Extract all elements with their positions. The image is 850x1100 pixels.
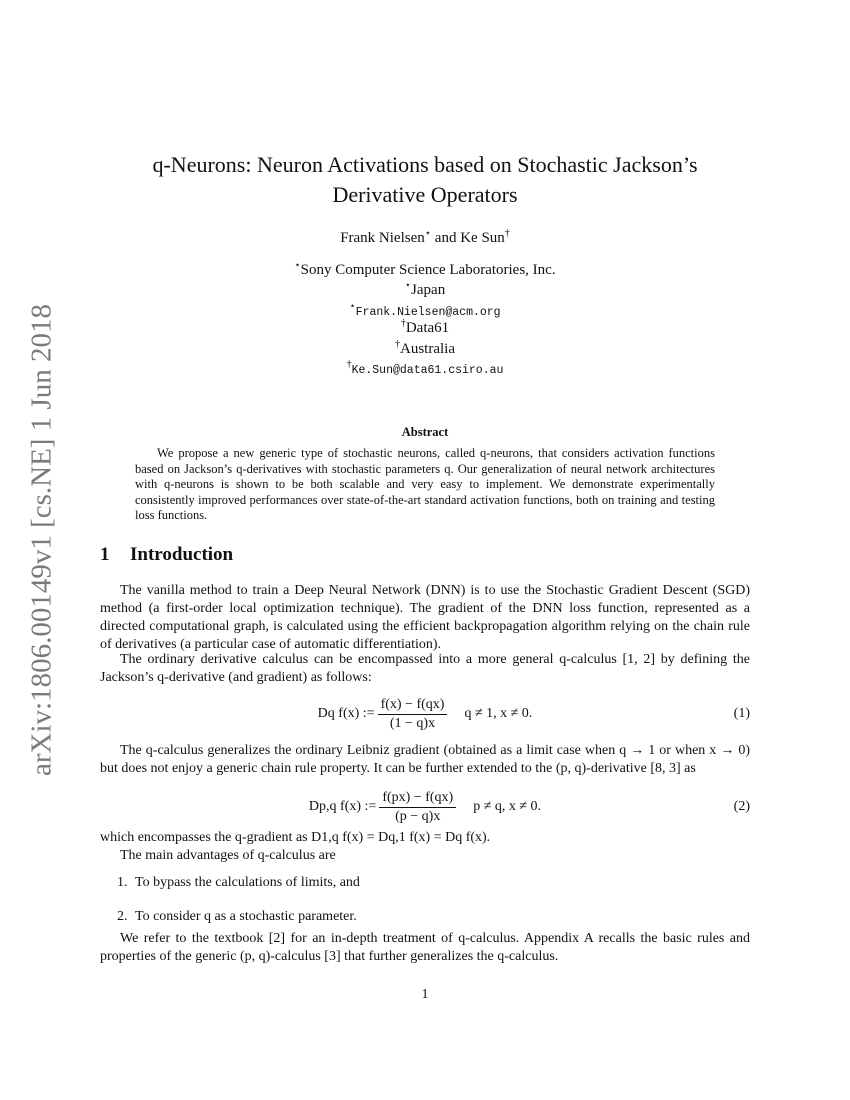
equation-number: (2) <box>733 799 750 814</box>
fraction-denominator: (1 − q)x <box>389 715 436 731</box>
affiliation-mark: ⋆ <box>404 280 412 291</box>
paragraph: The main advantages of q-calculus are <box>120 848 336 863</box>
equation-2 <box>100 785 750 829</box>
affiliation-mark: ⋆ <box>294 260 301 271</box>
paper-title <box>100 150 750 210</box>
paragraph: We refer to the textbook [2] for an in-depth treatment of q-calculus. Appendix A recalls the basic rules and properties of the generic (p, q)-calculus [3] that further generalizes the q-calculus. <box>100 931 750 964</box>
author-line <box>100 228 750 247</box>
affiliation-line <box>100 280 750 299</box>
equation-lhs: Dp,q f(x) := <box>308 799 377 814</box>
affiliation-text: Sony Computer Science Laboratories, Inc. <box>300 262 556 278</box>
author-name: Frank Nielsen <box>340 230 425 246</box>
email-link[interactable]: Ke.Sun@data61.csiro.au <box>351 364 504 377</box>
affiliation-mark: † <box>395 339 400 350</box>
abstract-heading: Abstract <box>401 425 449 439</box>
fraction-denominator: (p − q)x <box>395 808 441 824</box>
equation-number: (1) <box>733 706 750 721</box>
page-number: 1 <box>421 987 429 1002</box>
author-mark: † <box>504 228 510 239</box>
affiliation-line <box>100 339 750 358</box>
list-item <box>100 874 750 892</box>
affiliation-mark: ⋆ <box>349 301 356 312</box>
paragraph: The vanilla method to train a Deep Neural Network (DNN) is to use the Stochastic Gradient Descent (SGD) method (a first-order local optimization technique). The gradient of the DNN loss function, represented as a directed computational graph, is calculated using the efficient backpropagation algorithm relying on the chain rule of derivatives (a particular case of automatic differentiation). <box>100 583 750 652</box>
section-heading <box>100 544 233 566</box>
equation-fraction <box>379 790 456 825</box>
author-conjunction: and <box>431 230 461 246</box>
title-line-2: Derivative Operators <box>332 182 518 207</box>
fraction-numerator: f(x) − f(qx) <box>378 697 448 715</box>
paragraph: which encompasses the q-gradient as D1,q f(x) = Dq,1 f(x) = Dq f(x). <box>100 830 491 845</box>
list-item <box>100 908 750 926</box>
affiliation-text: Data61 <box>405 320 450 336</box>
author-name: Ke Sun <box>460 230 505 246</box>
equation-fraction <box>378 697 448 732</box>
affiliation-line <box>100 318 750 337</box>
arxiv-stamp: arXiv:1806.00149v1 [cs.NE] 1 Jun 2018 <box>25 303 58 777</box>
affiliation-text: Australia <box>400 341 455 357</box>
affiliation-mark: † <box>346 359 352 370</box>
section-number: 1 <box>100 544 110 565</box>
fraction-numerator: f(px) − f(qx) <box>379 790 456 808</box>
equation-lhs: Dq f(x) := <box>317 706 375 721</box>
equation-1 <box>100 692 750 736</box>
equation-condition: q ≠ 1, x ≠ 0. <box>464 706 533 721</box>
list-text: To consider q as a stochastic parameter. <box>135 909 357 924</box>
affiliation-line <box>100 359 750 378</box>
affiliation-mark: † <box>400 318 406 329</box>
author-mark: ⋆ <box>424 228 432 239</box>
list-text: To bypass the calculations of limits, and <box>135 875 360 890</box>
affiliation-line <box>100 260 750 279</box>
equation-condition: p ≠ q, x ≠ 0. <box>473 799 542 814</box>
advantages-list <box>100 874 750 926</box>
section-title: Introduction <box>130 544 234 565</box>
list-label: 2. <box>117 909 128 924</box>
title-line-1: q-Neurons: Neuron Activations based on Stochastic Jackson’s <box>152 152 698 177</box>
affiliation-text: Japan <box>411 282 446 298</box>
paragraph: The ordinary derivative calculus can be encompassed into a more general q-calculus [1, 2] by defining the Jackson’s q-derivative (and gradient) as follows: <box>100 652 750 685</box>
list-label: 1. <box>117 875 128 890</box>
email-link[interactable]: Frank.Nielsen@acm.org <box>355 306 501 319</box>
paragraph: The q-calculus generalizes the ordinary Leibniz gradient (obtained as a limit case when q → 1 or when x → 0) but does not enjoy a generic chain rule property. It can be further extended to the (p, q)-derivative [8, 3] as <box>100 743 750 776</box>
abstract-text: We propose a new generic type of stochastic neurons, called q-neurons, that considers activation functions based on Jackson’s q-derivatives with stochastic parameters q. Our generalization of neural network architectures with q-neurons is shown to be both scalable and very easy to implement. We demonstrate experimentally consistently improved performances over state-of-the-art standard activation functions, both on training and testing loss functions. <box>135 446 715 522</box>
